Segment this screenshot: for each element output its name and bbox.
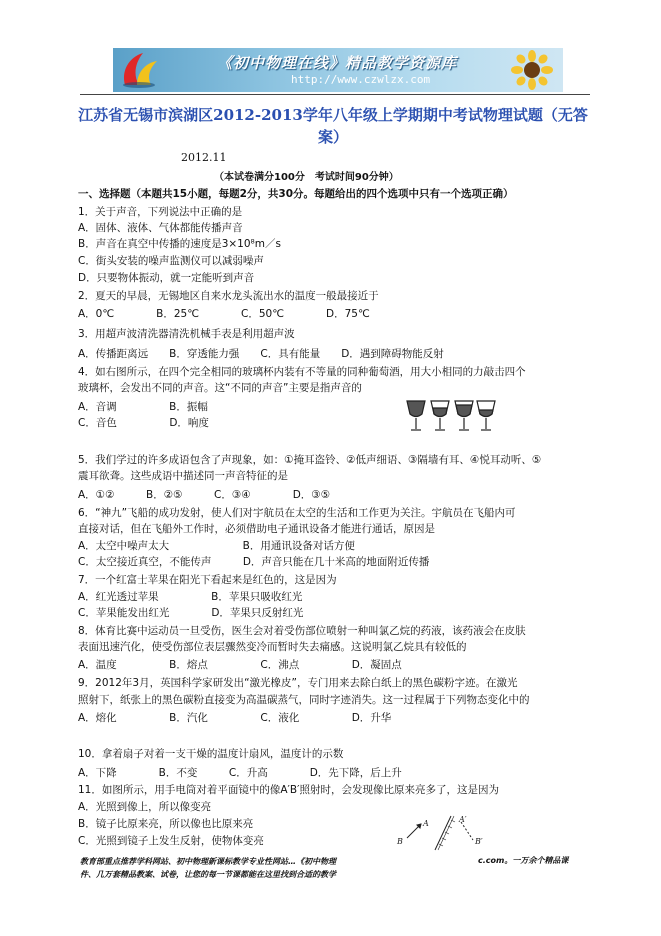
- question-8-cont: 表面迅速汽化，使受伤部位表层骤然变冷而暂时失去痛感。这说明氯乙烷具有较低的: [78, 641, 467, 653]
- label-a-prime: A′: [459, 815, 467, 824]
- q1-option-c: C．街头安装的噪声监测仪可以减弱噪声: [78, 255, 264, 267]
- q1-option-b: B．声音在真空中传播的速度是3×10⁸m／s: [78, 238, 281, 250]
- banner-title: 《初中物理在线》精品教学资源库: [217, 54, 458, 72]
- sunflower-icon: [511, 50, 553, 90]
- exam-info: （本试卷满分100分 考试时间90分钟）: [214, 172, 399, 183]
- q1-option-a: A．固体、液体、气体都能传播声音: [78, 222, 243, 234]
- q8-options: A．温度 B．熔点 C．沸点 D．凝固点: [78, 659, 402, 671]
- question-8: 8．体育比赛中运动员一旦受伤，医生会对着受伤部位喷射一种叫氯乙烷的药液，该药液会在皮肤: [78, 625, 526, 637]
- q11-option-a: A．光照到像上，所以像变亮: [78, 801, 212, 813]
- q6-options-cd: C．太空接近真空，不能传声 D．声音只能在几十米高的地面附近传播: [78, 556, 430, 568]
- q10-options: A．下降 B．不变 C．升高 D．先下降，后上升: [78, 767, 402, 779]
- wine-glasses-figure: [405, 399, 497, 433]
- q9-options: A．熔化 B．汽化 C．液化 D．升华: [78, 712, 392, 724]
- question-5: 5．我们学过的许多成语包含了声现象，如：①掩耳盗铃、②低声细语、③隔墙有耳、④悦耳动听、⑤: [78, 454, 542, 466]
- question-3: 3．用超声波清洗器清洗机械手表是利用超声波: [78, 328, 295, 340]
- question-9: 9．2012年3月，英国科学家研发出“激光橡皮”，专门用来去除白纸上的黑色碳粉字迹。在激光: [78, 677, 518, 689]
- section-heading: 一、选择题（本题共15小题，每题2分，共30分。每题给出的四个选项中只有一个选项正确）: [78, 188, 514, 200]
- q5-options: A．①② B．②⑤ C．③④ D．③⑤: [78, 489, 331, 501]
- document-date: 2012.11: [181, 151, 227, 164]
- q2-options: A．0℃ B．25℃ C．50℃ D．75℃: [78, 308, 370, 320]
- q3-options: A．传播距离远 B．穿透能力强 C．具有能量 D．遇到障碍物能反射: [78, 348, 444, 360]
- document-title: 江苏省无锡市滨湖区2012-2013学年八年级上学期期中考试物理试题（无答案）: [78, 106, 588, 146]
- question-9-cont: 照射下，纸张上的黑色碳粉直接变为高温碳蒸气，同时字迹消失。这一过程属于下列物态变化中的: [78, 694, 530, 706]
- q7-options-ab: A．红光透过苹果 B．苹果只吸收红光: [78, 591, 303, 603]
- footer-line-2: 件、几万套精品教案、试卷，让您的每一节课都能在这里找到合适的教学: [80, 870, 336, 879]
- question-2: 2．夏天的早晨，无锡地区自来水龙头流出水的温度一般最接近于: [78, 290, 379, 302]
- header-divider: [80, 94, 590, 95]
- q11-option-c: C．光照到镜子上发生反射，使物体变亮: [78, 835, 264, 847]
- question-6: 6．“神九”飞船的成功发射，使人们对宇航员在太空的生活和工作更为关注。宇航员在飞船内可: [78, 507, 516, 519]
- question-10: 10．拿着扇子对着一支干燥的温度计扇风，温度计的示数: [78, 748, 344, 760]
- q11-option-b: B．镜子比原来亮，所以像也比原来亮: [78, 818, 254, 830]
- question-5-cont: 震耳欲聋。这些成语中描述同一声音特征的是: [78, 470, 288, 482]
- question-4: 4．如右图所示，在四个完全相同的玻璃杯内装有不等量的同种葡萄酒，用大小相同的力敲击四个: [78, 366, 526, 378]
- q1-option-d: D．只要物体振动，就一定能听到声音: [78, 272, 255, 284]
- banner-url[interactable]: http://www.czwlzx.com: [291, 73, 431, 86]
- site-logo-icon: [119, 51, 159, 89]
- question-6-cont: 直接对话，但在飞船外工作时，必须借助电子通讯设备才能进行通话，原因是: [78, 523, 435, 535]
- q4-options-ab: A．音调 B．振幅: [78, 401, 208, 413]
- q7-options-cd: C．苹果能发出红光 D．苹果只反射红光: [78, 607, 304, 619]
- label-b-prime: B′: [475, 837, 483, 846]
- label-a: A: [423, 819, 429, 828]
- question-11: 11．如图所示，用手电筒对着平面镜中的像A′B′照射时，会发现像比原来亮多了，这是因为: [78, 784, 500, 796]
- question-7: 7．一个红富士苹果在阳光下看起来是红色的，这是因为: [78, 574, 337, 586]
- label-b: B: [397, 837, 403, 846]
- footer-right: c.com。一万余个精品课: [478, 856, 569, 865]
- mirror-figure: [391, 814, 499, 852]
- question-1: 1．关于声音，下列说法中正确的是: [78, 206, 243, 218]
- site-banner: [113, 48, 563, 92]
- q6-options-ab: A．太空中噪声太大 B．用通讯设备对话方便: [78, 540, 355, 552]
- question-4-cont: 玻璃杯，会发出不同的声音。这“不同的声音”主要是指声音的: [78, 382, 362, 394]
- q4-options-cd: C．音色 D．响度: [78, 417, 209, 429]
- footer-line-1: 教育部重点推荐学科网站、初中物理新课标教学专业性网站…《初中物理: [80, 857, 336, 866]
